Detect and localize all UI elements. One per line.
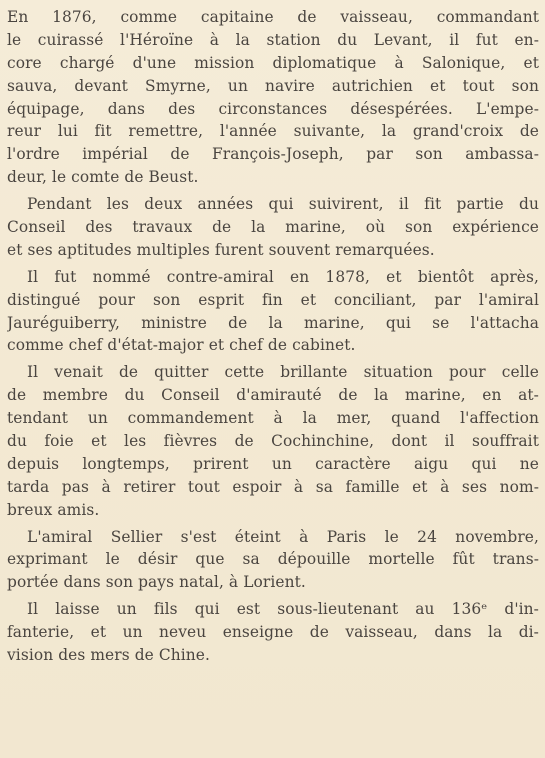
text-line: Conseil des travaux de la marine, où son expérience xyxy=(7,218,539,237)
text-line: reur lui fit remettre, l'année suivante, la grand'croix de xyxy=(7,122,539,141)
text-line: vision des mers de Chine. xyxy=(7,646,210,665)
text-line: équipage, dans des circonstances désespérées. L'empe- xyxy=(7,99,539,118)
text-line: depuis longtemps, prirent un caractère aigu qui ne xyxy=(7,454,539,473)
text-line: Pendant les deux années qui suivirent, il fit partie du xyxy=(27,195,539,214)
text-line: Il fut nommé contre-amiral en 1878, et bientôt après, xyxy=(27,267,539,286)
paragraph xyxy=(7,266,539,358)
text-line: fanterie, et un neveu enseigne de vaisseau, dans la di- xyxy=(7,623,539,642)
text-line: En 1876, comme capitaine de vaisseau, commandant xyxy=(7,8,539,26)
paragraph xyxy=(7,193,539,262)
text-line: Il venait de quitter cette brillante situation pour celle xyxy=(27,363,539,382)
text-line: tendant un commandement à la mer, quand l'affection xyxy=(7,409,539,428)
text-line: Jauréguiberry, ministre de la marine, qui se l'attacha xyxy=(7,313,539,332)
text-line: tarda pas à retirer tout espoir à sa famille et à ses nom- xyxy=(7,477,539,496)
paragraph xyxy=(7,6,539,189)
text-line: de membre du Conseil d'amirauté de la marine, en at- xyxy=(7,386,539,405)
text-line: L'amiral Sellier s'est éteint à Paris le 24 novembre, xyxy=(27,527,539,546)
paragraph xyxy=(7,526,539,595)
text-line: comme chef d'état-major et chef de cabinet. xyxy=(7,336,356,355)
text-line: l'ordre impérial de François-Joseph, par son ambassa- xyxy=(7,145,539,164)
text-line: le cuirassé l'Héroïne à la station du Levant, il fut en- xyxy=(7,30,539,49)
text-line: portée dans son pays natal, à Lorient. xyxy=(7,573,306,592)
text-line: Il laisse un fils qui est sous-lieutenant au 136ᵉ d'in- xyxy=(27,600,539,619)
article-text xyxy=(7,6,539,667)
text-line: exprimant le désir que sa dépouille mortelle fût trans- xyxy=(7,550,539,569)
text-line: distingué pour son esprit fin et conciliant, par l'amiral xyxy=(7,290,539,309)
paragraph xyxy=(7,361,539,521)
text-line: deur, le comte de Beust. xyxy=(7,168,199,187)
text-line: core chargé d'une mission diplomatique à Salonique, et xyxy=(7,53,539,72)
text-line: du foie et les fièvres de Cochinchine, dont il souffrait xyxy=(7,432,539,451)
text-line: breux amis. xyxy=(7,500,100,519)
text-line: sauva, devant Smyrne, un navire autrichien et tout son xyxy=(7,76,539,95)
paragraph xyxy=(7,598,539,667)
text-line: et ses aptitudes multiples furent souvent remarquées. xyxy=(7,240,435,259)
